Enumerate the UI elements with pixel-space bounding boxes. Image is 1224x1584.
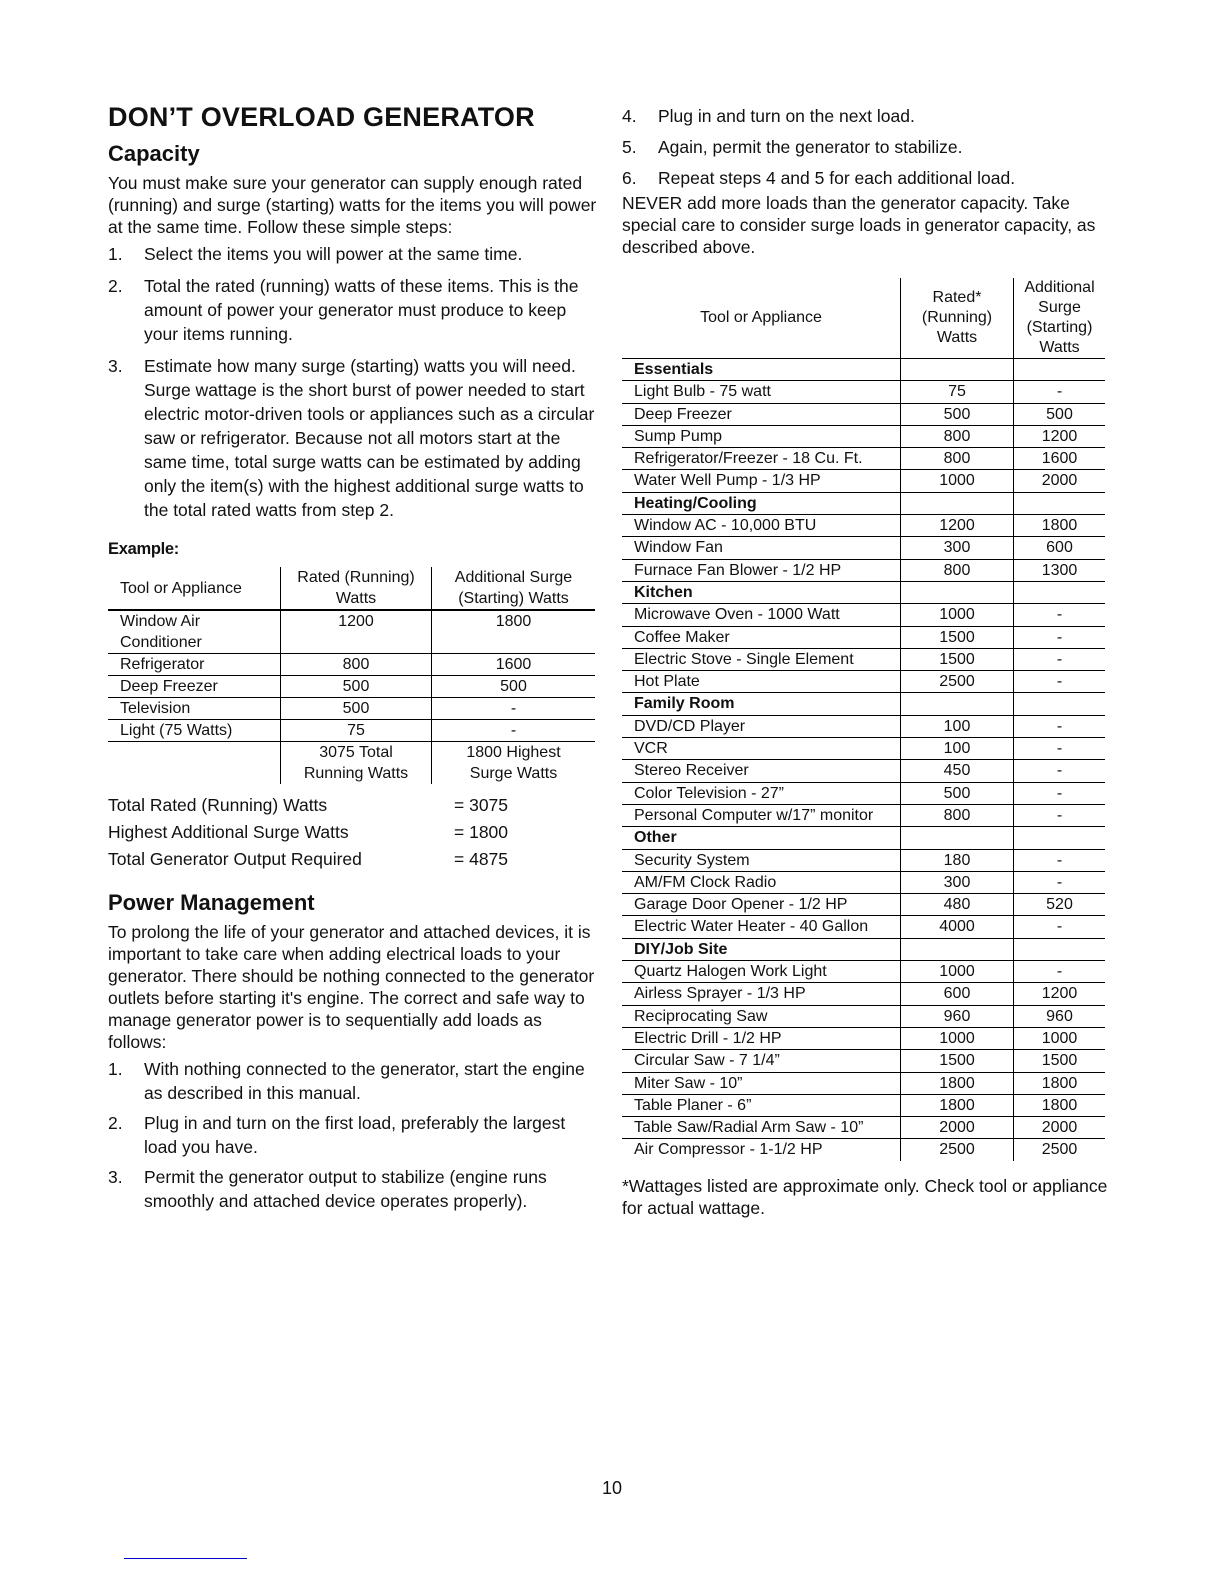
surge-watts: 520 — [1014, 894, 1106, 916]
item-name: Reciprocating Saw — [622, 1005, 901, 1027]
category-label: Heating/Cooling — [622, 492, 901, 514]
category-row — [622, 492, 1105, 514]
overload-warning: NEVER add more loads than the generator capacity. Take special care to consider surge loads in generator capacity, as described above. — [622, 193, 1096, 257]
category-row — [622, 938, 1105, 960]
item-name: Light (75 Watts) — [108, 720, 281, 742]
item-name: Sump Pump — [622, 425, 901, 447]
rated-watts: 1500 — [901, 626, 1014, 648]
pm-step — [622, 166, 1108, 190]
table-row — [622, 894, 1105, 916]
summary-value: = 3075 — [454, 795, 509, 815]
table-row — [622, 715, 1105, 737]
table-row — [622, 626, 1105, 648]
surge-watts: 2000 — [1014, 1117, 1106, 1139]
step-number: 2. — [108, 1113, 123, 1133]
surge-watts: 1300 — [1014, 559, 1106, 581]
item-name: Window Air Conditioner — [108, 610, 281, 654]
table-row — [622, 916, 1105, 938]
surge-watts: - — [1014, 738, 1106, 760]
step-number: 3. — [108, 356, 123, 376]
capacity-step — [108, 242, 598, 266]
rated-watts: 480 — [901, 894, 1014, 916]
power-management-steps-continued — [622, 104, 1108, 190]
table-row — [622, 448, 1105, 470]
empty-cell — [1014, 581, 1106, 603]
rated-watts: 800 — [901, 559, 1014, 581]
pm-step — [108, 1057, 598, 1105]
item-name: Miter Saw - 10” — [622, 1072, 901, 1094]
rated-watts: 100 — [901, 715, 1014, 737]
surge-watts: - — [1014, 671, 1106, 693]
item-name: Water Well Pump - 1/3 HP — [622, 470, 901, 492]
col-header-tool: Tool or Appliance — [622, 278, 901, 359]
item-name: Coffee Maker — [622, 626, 901, 648]
step-number: 5. — [622, 137, 637, 157]
summary-value: = 4875 — [454, 849, 509, 869]
step-number: 3. — [108, 1167, 123, 1187]
col-header-rated: Rated* (Running) Watts — [901, 278, 1014, 359]
table-row — [622, 559, 1105, 581]
surge-watts: 1200 — [1014, 425, 1106, 447]
rated-watts: 500 — [281, 698, 432, 720]
table-row — [622, 425, 1105, 447]
step-text: Again, permit the generator to stabilize. — [658, 137, 963, 157]
rated-watts: 450 — [901, 760, 1014, 782]
empty-cell — [1014, 693, 1106, 715]
item-name: Security System — [622, 849, 901, 871]
empty-cell — [901, 693, 1014, 715]
surge-watts: 600 — [1014, 537, 1106, 559]
total-running-watts: 3075 Total Running Watts — [281, 742, 432, 785]
rated-watts: 75 — [901, 381, 1014, 403]
table-row — [622, 1072, 1105, 1094]
table-row — [622, 961, 1105, 983]
step-text: Repeat steps 4 and 5 for each additional load. — [658, 168, 1016, 188]
col-header-rated: Rated (Running) Watts — [281, 567, 432, 610]
step-number: 1. — [108, 1059, 123, 1079]
surge-watts: 2500 — [1014, 1139, 1106, 1161]
item-name: Electric Stove - Single Element — [622, 648, 901, 670]
rated-watts: 800 — [901, 425, 1014, 447]
item-name: Window Fan — [622, 537, 901, 559]
capacity-intro: You must make sure your generator can supply enough rated (running) and surge (starting) watts for the items you will power at the same time. Follow these simple steps: — [108, 173, 597, 237]
item-name: DVD/CD Player — [622, 715, 901, 737]
example-table — [108, 567, 595, 784]
surge-watts: 1600 — [1014, 448, 1106, 470]
capacity-steps — [108, 242, 598, 522]
footer-rule — [124, 1558, 247, 1559]
surge-watts: - — [1014, 626, 1106, 648]
item-name: Light Bulb - 75 watt — [622, 381, 901, 403]
table-row — [622, 1050, 1105, 1072]
table-row — [622, 738, 1105, 760]
wattage-table — [622, 278, 1105, 1161]
summary-row — [108, 846, 598, 873]
step-text: Plug in and turn on the next load. — [658, 106, 915, 126]
pm-step — [108, 1111, 598, 1159]
example-summary — [108, 792, 598, 873]
summary-label: Total Generator Output Required — [108, 849, 362, 869]
surge-watts: - — [1014, 916, 1106, 938]
page-number: 10 — [601, 1478, 623, 1498]
category-label: DIY/Job Site — [622, 938, 901, 960]
power-management-intro: To prolong the life of your generator and attached devices, it is important to take care when adding electrical loads to your generator. There should be nothing connected to the generator outlets before starting it's engine. The correct and safe way to manage generator power is to sequentially add loads as follows: — [108, 922, 595, 1052]
wattage-footnote: *Wattages listed are approximate only. Check tool or appliance for actual wattage. — [622, 1175, 1108, 1218]
wattage-table-body — [622, 359, 1105, 1161]
rated-watts: 960 — [901, 1005, 1014, 1027]
rated-watts: 180 — [901, 849, 1014, 871]
rated-watts: 500 — [281, 676, 432, 698]
item-name: Deep Freezer — [108, 676, 281, 698]
item-name: Circular Saw - 7 1/4” — [622, 1050, 901, 1072]
item-name: Furnace Fan Blower - 1/2 HP — [622, 559, 901, 581]
table-row — [108, 654, 595, 676]
surge-watts: 1800 — [432, 610, 596, 654]
item-name: Personal Computer w/17” monitor — [622, 804, 901, 826]
surge-watts: - — [1014, 648, 1106, 670]
rated-watts: 800 — [901, 804, 1014, 826]
rated-watts: 300 — [901, 871, 1014, 893]
surge-watts: 960 — [1014, 1005, 1106, 1027]
rated-watts: 1500 — [901, 1050, 1014, 1072]
col-header-surge: Additional Surge (Starting) Watts — [1014, 278, 1106, 359]
table-row — [622, 1027, 1105, 1049]
surge-watts: - — [1014, 760, 1106, 782]
rated-watts: 1200 — [281, 610, 432, 654]
category-row — [622, 693, 1105, 715]
table-row — [622, 403, 1105, 425]
table-row — [108, 720, 595, 742]
step-number: 1. — [108, 244, 123, 264]
item-name: Refrigerator — [108, 654, 281, 676]
rated-watts: 2500 — [901, 671, 1014, 693]
item-name: Refrigerator/Freezer - 18 Cu. Ft. — [622, 448, 901, 470]
page-title: DON’T OVERLOAD GENERATOR — [108, 102, 535, 132]
table-row — [622, 648, 1105, 670]
empty-cell — [901, 581, 1014, 603]
surge-watts: 500 — [432, 676, 596, 698]
item-name: AM/FM Clock Radio — [622, 871, 901, 893]
surge-watts: 1000 — [1014, 1027, 1106, 1049]
table-row — [622, 1005, 1105, 1027]
surge-watts: - — [1014, 849, 1106, 871]
item-name: Hot Plate — [622, 671, 901, 693]
rated-watts: 4000 — [901, 916, 1014, 938]
table-row — [622, 515, 1105, 537]
capacity-step — [108, 354, 598, 522]
item-name: Electric Drill - 1/2 HP — [622, 1027, 901, 1049]
summary-row — [108, 792, 598, 819]
table-row — [622, 671, 1105, 693]
empty-cell — [901, 827, 1014, 849]
capacity-heading: Capacity — [108, 141, 200, 166]
step-text: Permit the generator output to stabilize (engine runs smoothly and attached device operates properly). — [144, 1167, 547, 1211]
item-name: Air Compressor - 1-1/2 HP — [634, 1141, 823, 1159]
table-row — [622, 537, 1105, 559]
item-name: Electric Water Heater - 40 Gallon — [622, 916, 901, 938]
table-row — [622, 604, 1105, 626]
table-row — [622, 983, 1105, 1005]
col-header-surge: Additional Surge (Starting) Watts — [432, 567, 596, 610]
rated-watts: 800 — [901, 448, 1014, 470]
item-name: Television — [108, 698, 281, 720]
table-row — [622, 849, 1105, 871]
step-text: Total the rated (running) watts of these items. This is the amount of power your generator must produce to keep your items running. — [144, 276, 579, 344]
example-label: Example: — [108, 540, 179, 558]
item-name: Airless Sprayer - 1/3 HP — [622, 983, 901, 1005]
table-row — [622, 470, 1105, 492]
category-row — [622, 827, 1105, 849]
rated-watts: 1000 — [901, 961, 1014, 983]
pm-step — [622, 104, 1108, 128]
surge-watts: - — [1014, 804, 1106, 826]
item-name: Quartz Halogen Work Light — [622, 961, 901, 983]
item-name: Table Planer - 6” — [622, 1094, 901, 1116]
right-column — [622, 104, 1108, 1219]
empty-cell — [901, 938, 1014, 960]
rated-watts: 1000 — [901, 1027, 1014, 1049]
power-management-section — [108, 889, 598, 1213]
step-text: Select the items you will power at the same time. — [144, 244, 523, 264]
table-row — [622, 1139, 1105, 1161]
rated-watts: 1000 — [901, 604, 1014, 626]
item-name: Window AC - 10,000 BTU — [622, 515, 901, 537]
summary-label: Total Rated (Running) Watts — [108, 795, 328, 815]
power-management-steps — [108, 1057, 598, 1213]
empty-cell — [901, 359, 1014, 381]
rated-watts: 600 — [901, 983, 1014, 1005]
power-management-heading: Power Management — [108, 890, 315, 915]
item-name: Microwave Oven - 1000 Watt — [622, 604, 901, 626]
table-row — [622, 782, 1105, 804]
item-name: Color Television - 27” — [622, 782, 901, 804]
table-row — [622, 1117, 1105, 1139]
surge-watts: 1800 — [1014, 1072, 1106, 1094]
summary-label: Highest Additional Surge Watts — [108, 822, 349, 842]
rated-watts: 1500 — [901, 648, 1014, 670]
table-row — [108, 610, 595, 654]
step-number: 2. — [108, 276, 123, 296]
summary-row — [108, 819, 598, 846]
category-label: Family Room — [622, 693, 901, 715]
step-text: With nothing connected to the generator, start the engine as described in this manual. — [144, 1059, 585, 1103]
surge-watts: - — [1014, 782, 1106, 804]
item-name: Stereo Receiver — [622, 760, 901, 782]
table-row — [622, 871, 1105, 893]
empty-cell — [1014, 359, 1106, 381]
empty-cell — [1014, 938, 1106, 960]
surge-watts: 1200 — [1014, 983, 1106, 1005]
item-name: Deep Freezer — [622, 403, 901, 425]
category-row — [622, 359, 1105, 381]
surge-watts: 1800 — [1014, 515, 1106, 537]
rated-watts: 1000 — [901, 470, 1014, 492]
rated-watts: 1200 — [901, 515, 1014, 537]
step-text: Plug in and turn on the first load, preferably the largest load you have. — [144, 1113, 566, 1157]
rated-watts: 2500 — [901, 1139, 1014, 1161]
highest-surge-watts: 1800 Highest Surge Watts — [432, 742, 596, 785]
item-name: Garage Door Opener - 1/2 HP — [622, 894, 901, 916]
rated-watts: 100 — [901, 738, 1014, 760]
step-text: Estimate how many surge (starting) watts you will need. Surge wattage is the short burst of power needed to start electric motor-driven tools or appliances such as a circular saw or refrigerator. Because not all motors start at the same time, total surge watts can be estimated by adding only the item(s) with the highest additional surge watts to the total rated watts from step 2. — [144, 356, 595, 520]
surge-watts: 1500 — [1014, 1050, 1106, 1072]
empty-cell — [901, 492, 1014, 514]
rated-watts: 800 — [281, 654, 432, 676]
rated-watts: 1800 — [901, 1094, 1014, 1116]
surge-watts: - — [432, 720, 596, 742]
surge-watts: - — [432, 698, 596, 720]
category-label: Essentials — [622, 359, 901, 381]
surge-watts: 2000 — [1014, 470, 1106, 492]
category-label: Other — [622, 827, 901, 849]
rated-watts: 2000 — [901, 1117, 1014, 1139]
rated-watts: 500 — [901, 782, 1014, 804]
rated-watts: 500 — [901, 403, 1014, 425]
category-row — [622, 581, 1105, 603]
empty-cell — [1014, 827, 1106, 849]
pm-step — [108, 1165, 598, 1213]
surge-watts: 1600 — [432, 654, 596, 676]
table-row — [622, 804, 1105, 826]
table-row — [108, 698, 595, 720]
table-row — [622, 1094, 1105, 1116]
step-number: 4. — [622, 106, 637, 126]
surge-watts: - — [1014, 715, 1106, 737]
rated-watts: 300 — [901, 537, 1014, 559]
rated-watts: 75 — [281, 720, 432, 742]
rated-watts: 1800 — [901, 1072, 1014, 1094]
table-row — [622, 760, 1105, 782]
table-row — [622, 381, 1105, 403]
step-number: 6. — [622, 168, 637, 188]
pm-step — [622, 135, 1108, 159]
table-row — [108, 676, 595, 698]
category-label: Kitchen — [622, 581, 901, 603]
summary-value: = 1800 — [454, 822, 509, 842]
total-row — [108, 742, 595, 785]
surge-watts: - — [1014, 381, 1106, 403]
item-name: Table Saw/Radial Arm Saw - 10” — [622, 1117, 901, 1139]
surge-watts: - — [1014, 871, 1106, 893]
item-name: VCR — [622, 738, 901, 760]
surge-watts: - — [1014, 604, 1106, 626]
capacity-step — [108, 274, 598, 346]
empty-cell — [1014, 492, 1106, 514]
surge-watts: 1800 — [1014, 1094, 1106, 1116]
surge-watts: - — [1014, 961, 1106, 983]
left-column — [108, 100, 598, 1219]
surge-watts: 500 — [1014, 403, 1106, 425]
col-header-tool: Tool or Appliance — [108, 567, 281, 610]
